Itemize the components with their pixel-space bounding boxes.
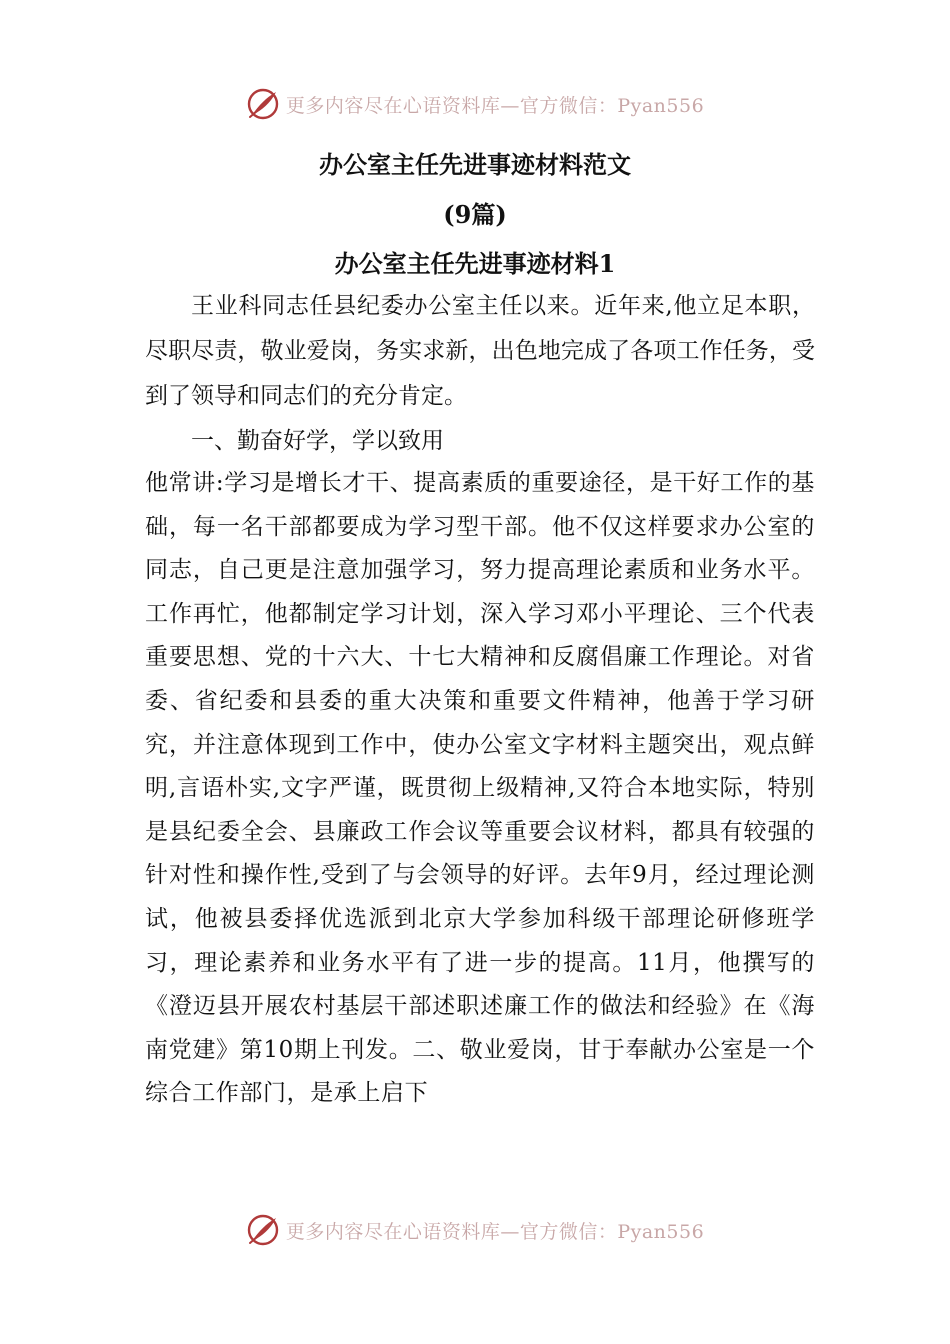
body-paragraph: 他常讲:学习是增长才干、提高素质的重要途径，是干好工作的基础，每一名干部都要成为学习型干部。他不仅这样要求办公室的同志，自己更是注意加强学习，努力提高理论素质和业务水平。工作再忙，他都制定学习计划，深入学习邓小平理论、三个代表重要思想、党的十六大、十七大精神和反腐倡廉工作理论。对省委、省纪委和县委的重大决策和重要文件精神，他善于学习研究，并注意体现到工作中，使办公室文字材料主题突出，观点鲜明,言语朴实,文字严谨，既贯彻上级精神,又符合本地实际，特别是县纪委全会、县廉政工作会议等重要会议材料，都具有较强的针对性和操作性,受到了与会领导的好评。去年9月，经过理论测试，他被县委择优选派到北京大学参加科级干部理论研修班学习，理论素养和业务水平有了进一步的提高。11月，他撰写的《澄迈县开展农村基层干部述职述廉工作的做法和经验》在《海南党建》第10期上刊发。二、敬业爱岗，甘于奉献办公室是一个综合工作部门，是承上启下: [145, 470, 815, 1107]
watermark-text: 更多内容尽在心语资料库—官方微信：Pyan556: [285, 94, 705, 117]
quill-pen-circle-icon: [246, 87, 280, 121]
watermark-banner-top: [0, 82, 950, 126]
intro-paragraph-block: [145, 284, 815, 419]
body-paragraph-block: [145, 462, 815, 1116]
heading-block: [145, 420, 815, 464]
watermark-banner-bottom: [0, 1208, 950, 1252]
section-heading-1: 一、勤奋好学，学以致用: [191, 428, 444, 454]
document-subtitle: (9篇): [443, 200, 507, 229]
intro-paragraph: 王业科同志任县纪委办公室主任以来。近年来,他立足本职，尽职尽责，敬业爱岗，务实求新，出色地完成了各项工作任务，受到了领导和同志们的充分肯定。: [145, 293, 815, 409]
section-title: 办公室主任先进事迹材料1: [334, 249, 616, 278]
quill-pen-circle-icon: [246, 1213, 280, 1247]
watermark-text: 更多内容尽在心语资料库—官方微信：Pyan556: [285, 1220, 705, 1243]
document-title: 办公室主任先进事迹材料范文: [319, 150, 631, 179]
